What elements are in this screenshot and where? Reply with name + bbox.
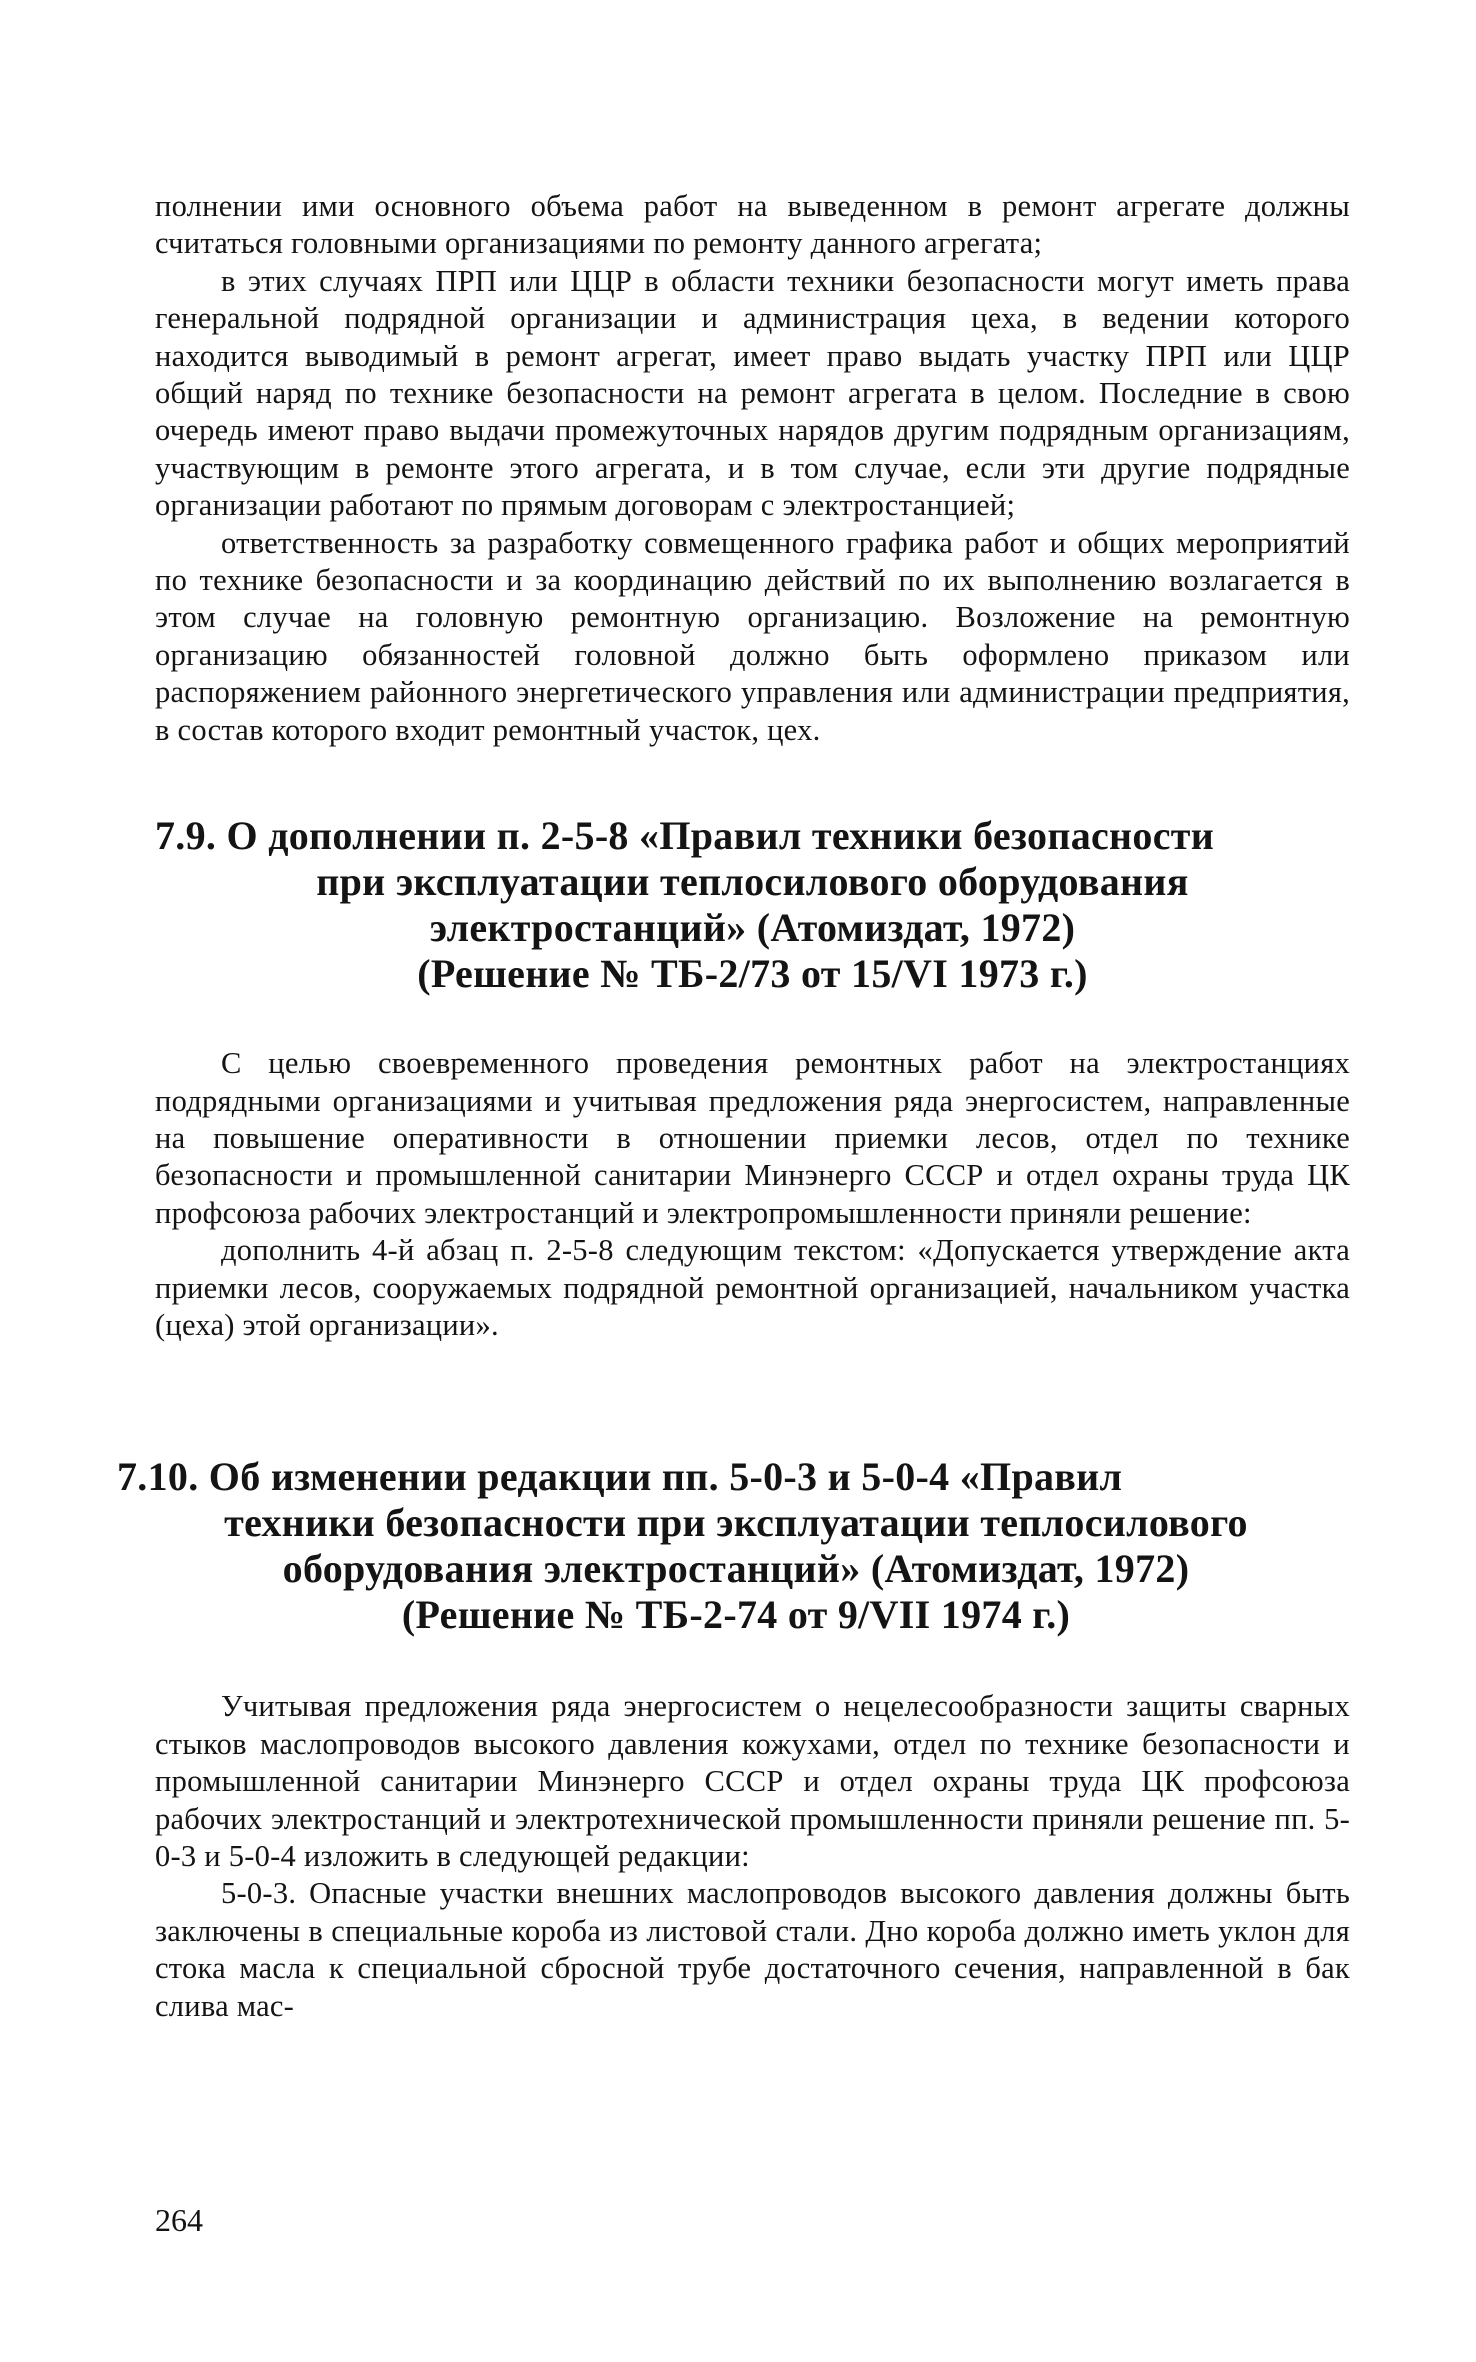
page-number: 264 <box>155 2202 203 2238</box>
body-paragraph: в этих случаях ПРП или ЦЦР в области техники безопасности могут иметь права генеральной подрядной организации и администрация цеха, в ведении которого находится выводимый в ремонт агрегат, имеет право выдать участку ПРП или ЦЦР общий наряд по технике безопасности на ремонт агрегата в целом. Последние в свою очередь имеют право выдачи промежуточных нарядов другим подрядным организациям, участвующим в ремонте этого агрегата, и в том случае, если эти другие подрядные организации работают по прямым договорам с электростанцией; <box>155 263 1350 523</box>
body-paragraph: ответственность за разработку совмещенного графика работ и общих мероприятий по технике безопасности и за координацию действий по их выполнению возлагается в этом случае на головную ремонтную организацию. Возложение на ремонтную организацию обязанностей головной должно быть оформлено приказом или распоряжением районного энергетического управления или администрации предприятия, в состав которого входит ремонтный участок, цех. <box>155 525 1350 747</box>
heading-line: техники безопасности при эксплуатации теплосилового <box>224 1500 1248 1546</box>
body-paragraph: Учитывая предложения ряда энергосистем о нецелесообразности защиты сварных стыков маслопроводов высокого давления кожухами, отдел по технике безопасности и промышленной санитарии Минэнерго СССР и отдел охраны труда ЦК профсоюза рабочих электростанций и электротехнической промышленности приняли решение пп. 5-0-3 и 5-0-4 изложить в следующей редакции: <box>155 1689 1350 1873</box>
body-paragraph: дополнить 4-й абзац п. 2-5-8 следующим текстом: «Допускается утверждение акта приемки лесов, сооружаемых подрядной ремонтной организацией, начальником участка (цеха) этой организации». <box>155 1233 1350 1342</box>
heading-line: оборудования электростанций» (Атомиздат, 1972) <box>282 1546 1190 1592</box>
section-heading-7-9 <box>155 813 1350 997</box>
body-paragraph: полнении ими основного объема работ на выведенном в ремонт агрегате должны считаться головными организациями по ремонту данного агрегата; <box>155 189 1350 261</box>
heading-line: 7.9. О дополнении п. 2-5-8 «Правил техники безопасности <box>155 813 1215 859</box>
body-paragraph: 5-0-3. Опасные участки внешних маслопроводов высокого давления должны быть заключены в специальные короба из листовой стали. Дно короба должно иметь уклон для стока масла к специальной сбросной трубе достаточного сечения, направленной в бак слива мас- <box>155 1876 1350 2023</box>
section-heading-7-10 <box>117 1454 1355 1638</box>
page-body <box>117 188 1350 2025</box>
heading-line: (Решение № ТБ-2/73 от 15/VI 1973 г.) <box>417 951 1088 997</box>
heading-line: 7.10. Об изменении редакции пп. 5-0-3 и 5-0-4 «Правил <box>117 1454 1123 1500</box>
body-paragraph: С целью своевременного проведения ремонтных работ на электростанциях подрядными организациями и учитывая предложения ряда энергосистем, направленные на повышение оперативности в отношении приемки лесов, отдел по технике безопасности и промышленной санитарии Минэнерго СССР и отдел охраны труда ЦК профсоюза рабочих электростанций и электропромышленности приняли решение: <box>155 1046 1350 1230</box>
heading-line: при эксплуатации теплосилового оборудования <box>316 859 1189 905</box>
heading-line: (Решение № ТБ-2-74 от 9/VII 1974 г.) <box>401 1592 1071 1638</box>
heading-line: электростанций» (Атомиздат, 1972) <box>429 905 1076 951</box>
